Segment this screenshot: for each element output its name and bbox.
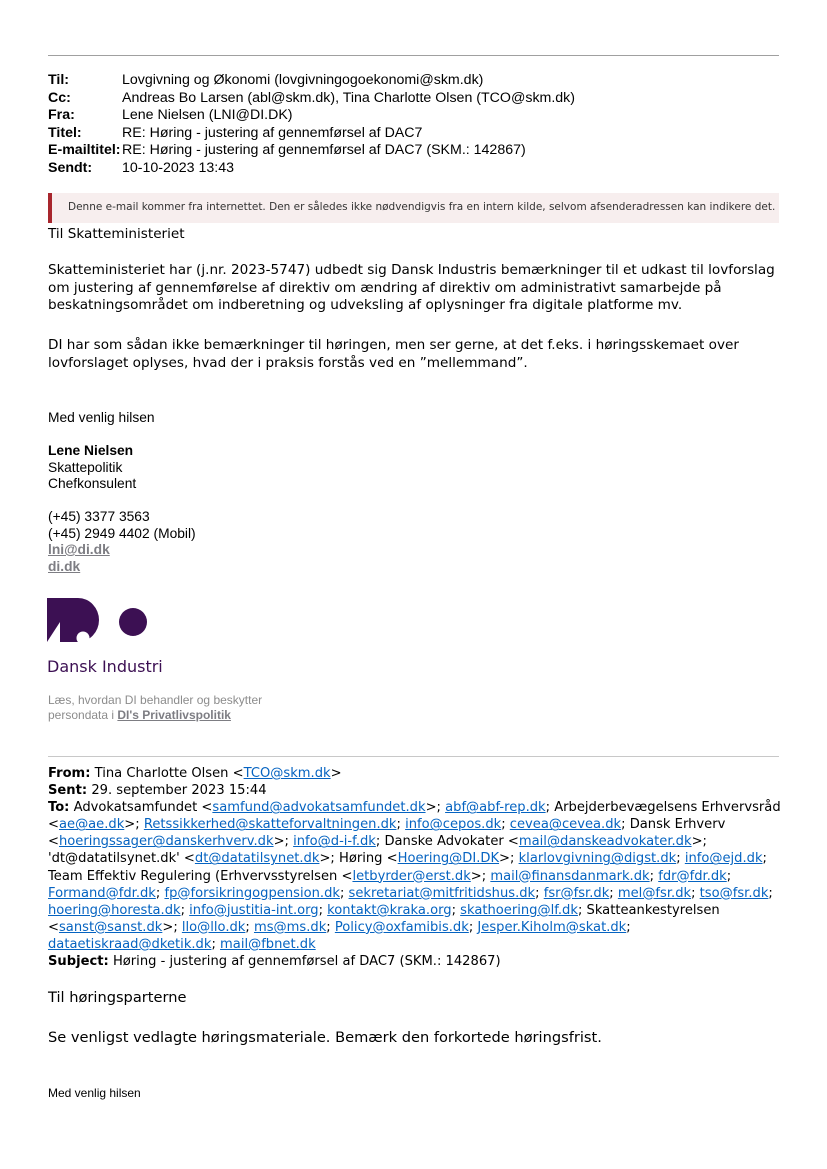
forward-greeting: Til høringsparterne (48, 989, 187, 1006)
header-label: Sendt: (48, 159, 93, 176)
header-row-email-title (48, 142, 575, 160)
header-cc-value: Andreas Bo Larsen (abl@skm.dk), Tina Charlotte Olsen (TCO@skm.dk) (122, 89, 576, 106)
privacy-line-2-prefix: persondata i (48, 707, 118, 722)
forward-divider (48, 756, 779, 757)
recipient-link[interactable]: Hoering@DI.DK (397, 851, 500, 867)
recipient-link[interactable]: kontakt@kraka.org (327, 902, 452, 918)
recipient-link[interactable]: fdr@fdr.dk (658, 868, 727, 884)
header-row-from (48, 107, 575, 125)
recipient-link[interactable]: dataetiskraad@dketik.dk (48, 936, 212, 952)
header-row-title (48, 125, 575, 143)
recipient-link[interactable]: letbyrder@erst.dk (352, 868, 471, 884)
recipient-link[interactable]: skathoering@lf.dk (460, 902, 578, 918)
forward-sent-row: Sent: 29. september 2023 15:44 (48, 783, 267, 799)
recipient-link[interactable]: hoering@horesta.dk (48, 902, 181, 918)
external-mail-warning-banner (48, 193, 779, 223)
forward-from-row: From: Tina Charlotte Olsen <TCO@skm.dk> (48, 766, 342, 781)
recipient-link[interactable]: mail@danskeadvokater.dk (518, 834, 692, 850)
recipient-link[interactable]: samfund@advokatsamfundet.dk (212, 800, 426, 816)
banner-text: Denne e-mail kommer fra internettet. Den er således ikke nødvendigvis fra en intern kilde, selvom afsenderadressen kan indikere det. (68, 201, 776, 213)
recipient-link[interactable]: mail@fbnet.dk (220, 936, 316, 952)
header-label: Fra: (48, 107, 75, 123)
forward-closing: Med venlig hilsen (48, 1086, 141, 1100)
recipient-link[interactable]: info@cepos.dk (405, 817, 502, 833)
recipient-link[interactable]: ms@ms.dk (253, 919, 327, 935)
header-row-to (48, 72, 575, 90)
signature-phone: (+45) 3377 3563 (48, 509, 150, 524)
forwarded-header (48, 765, 783, 970)
header-sent-value: 10-10-2023 13:43 (122, 159, 235, 176)
forward-to-row: To: Advokatsamfundet <samfund@advokatsamfundet.dk>; abf@abf-rep.dk; Arbejderbevægelsens Erhvervsråd <ae@ae.dk>; Retssikkerhed@skatteforvaltningen.dk; info@cepos.dk; cevea@cevea.dk; Dansk Erhverv <hoeringssager@danskerhverv.dk>; info@d-i-f.dk; Danske Advokater <mail@danskeadvokater.dk>; 'dt@datatilsynet.dk' <dt@datatilsynet.dk>; Høring <Hoering@DI.DK>; klarlovgivning@digst.dk; info@ejd.dk; Team Effektiv Regulering (Erhvervsstyrelsen <letbyrder@erst.dk>; mail@finansdanmark.dk; fdr@fdr.dk; Formand@fdr.dk; fp@forsikringogpension.dk; sekretariat@mitfritidshus.dk; fsr@fsr.dk; mel@fsr.dk; tso@fsr.dk; hoering@horesta.dk; info@justitia-int.org; kontakt@kraka.org; skathoering@lf.dk; Skatteankestyrelsen <sanst@sanst.dk>; llo@llo.dk; ms@ms.dk; Policy@oxfamibis.dk; Jesper.Kiholm@skat.dk; dataetiskraad@dketik.dk; mail@fbnet.dk (48, 800, 781, 952)
signature-role: Chefkonsulent (48, 476, 137, 491)
header-from-value: Lene Nielsen (LNI@DI.DK) (122, 107, 293, 123)
logo-text: Dansk Industri (47, 657, 163, 676)
recipient-link[interactable]: dt@datatilsynet.dk (194, 851, 320, 867)
header-email-title-value: RE: Høring - justering af gennemførsel af DAC7 (SKM.: 142867) (122, 142, 526, 158)
recipient-link[interactable]: klarlovgivning@digst.dk (518, 851, 677, 867)
body-paragraph-2: DI har som sådan ikke bemærkninger til høringen, men ser gerne, at det f.eks. i høringsskemaet over lovforslaget oplyses, hvad der i praksis forstås ved en ”mellemmand”. (48, 337, 739, 371)
signature-name: Lene Nielsen (48, 443, 134, 458)
recipient-link[interactable]: tso@fsr.dk (699, 885, 769, 901)
body-paragraph-1: Skatteministeriet har (j.nr. 2023-5747) udbedt sig Dansk Industris bemærkninger til et udkast til lovforslag om justering af gennemførelse af direktiv om ændring af direktiv om administrativt samarbejde på beskatningsområdet om indberetning og udveksling af oplysninger fra digitale platforme mv. (48, 262, 775, 314)
top-divider (48, 55, 779, 56)
privacy-line-1: Læs, hvordan DI behandler og beskytter (48, 693, 263, 707)
signature-website-link[interactable]: di.dk (48, 558, 81, 574)
header-title-value: RE: Høring - justering af gennemførsel af DAC7 (122, 124, 423, 141)
salutation: Til Skatteministeriet (48, 226, 185, 242)
forward-message: Se venligst vedlagte høringsmateriale. Bemærk den forkortede høringsfrist. (48, 1029, 602, 1046)
recipient-link[interactable]: abf@abf-rep.dk (445, 800, 546, 816)
recipient-link[interactable]: ae@ae.dk (58, 817, 125, 833)
recipient-link[interactable]: hoeringssager@danskerhverv.dk (58, 834, 274, 850)
closing: Med venlig hilsen (48, 410, 155, 425)
signature-email-link[interactable]: lni@di.dk (48, 542, 110, 557)
recipient-link[interactable]: fsr@fsr.dk (543, 885, 610, 901)
recipient-link[interactable]: info@d-i-f.dk (293, 834, 376, 850)
header-label: Cc: (48, 89, 71, 106)
recipient-link[interactable]: llo@llo.dk (181, 919, 246, 935)
header-label: Til: (48, 72, 70, 88)
recipient-link[interactable]: Retssikkerhed@skatteforvaltningen.dk (143, 817, 397, 833)
recipient-link[interactable]: cevea@cevea.dk (509, 817, 622, 833)
signature-department: Skattepolitik (48, 459, 123, 475)
header-label: E-mailtitel: (48, 142, 121, 158)
recipient-link[interactable]: Formand@fdr.dk (48, 885, 156, 901)
recipient-link[interactable]: sanst@sanst.dk (58, 919, 163, 935)
forward-from-email-link[interactable]: TCO@skm.dk (243, 766, 331, 781)
signature-block (48, 443, 196, 575)
header-row-cc (48, 90, 575, 108)
recipient-link[interactable]: fp@forsikringogpension.dk (164, 885, 340, 901)
privacy-policy-link[interactable]: DI's Privatlivspolitik (117, 707, 231, 722)
header-label: Titel: (48, 124, 82, 141)
recipient-link[interactable]: mel@fsr.dk (617, 885, 692, 901)
header-to-value: Lovgivning og Økonomi (lovgivningogoekonomi@skm.dk) (122, 72, 484, 88)
header-row-sent (48, 160, 575, 178)
forward-subject-row: Subject: Høring - justering af gennemførsel af DAC7 (SKM.: 142867) (48, 954, 501, 970)
recipient-link[interactable]: sekretariat@mitfritidshus.dk (348, 885, 536, 901)
recipient-link[interactable]: Jesper.Kiholm@skat.dk (477, 919, 627, 935)
recipient-link[interactable]: mail@finansdanmark.dk (490, 868, 650, 884)
recipient-link[interactable]: info@justitia-int.org (189, 902, 319, 918)
email-header (48, 72, 575, 177)
recipient-link[interactable]: Policy@oxfamibis.dk (334, 919, 469, 935)
privacy-note (48, 693, 262, 722)
di-logo-icon (47, 598, 151, 650)
signature-mobile: (+45) 2949 4402 (Mobil) (48, 525, 196, 541)
recipient-link[interactable]: info@ejd.dk (684, 851, 763, 867)
